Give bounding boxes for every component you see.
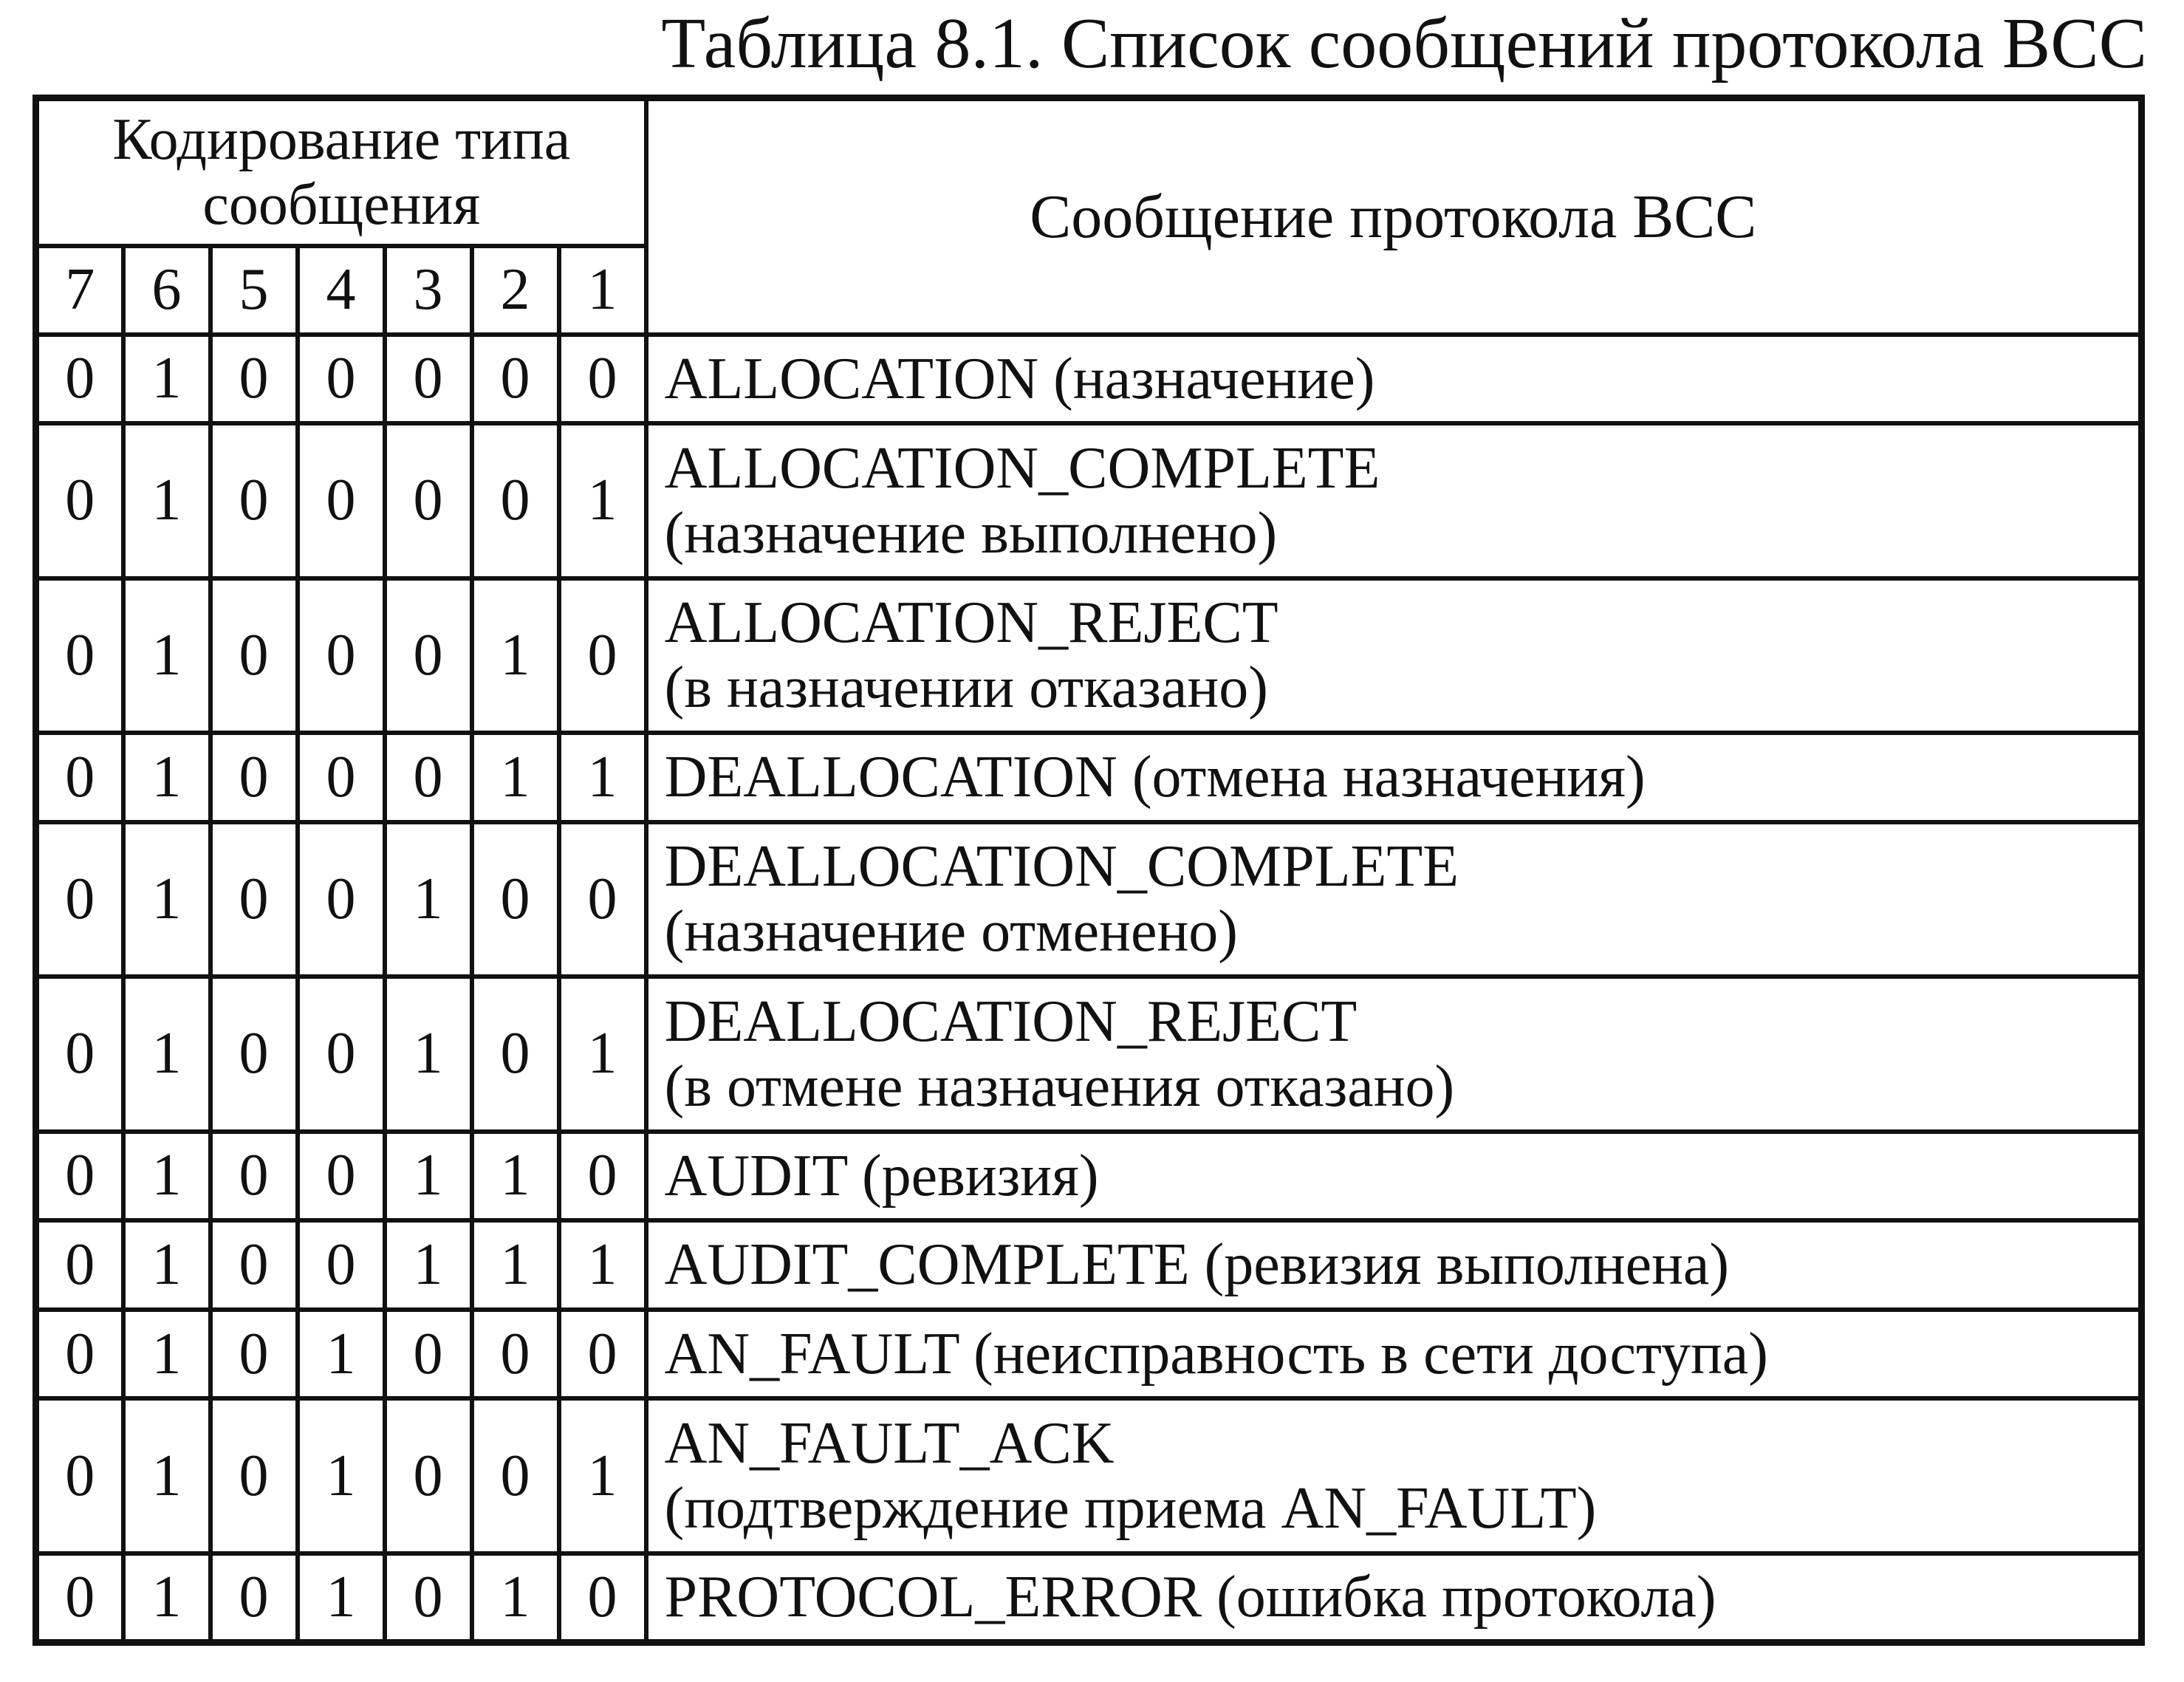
table-row: [36, 1398, 2142, 1553]
message-cell: [646, 423, 2142, 578]
bit-value-cell: 1: [559, 423, 646, 578]
bit-value-cell: 1: [123, 423, 210, 578]
bit-value-cell: 0: [210, 977, 298, 1131]
bit-value-cell: 0: [36, 1553, 123, 1643]
message-text-line: (в назначении отказано): [664, 655, 1268, 721]
bit-value-cell: 1: [559, 733, 646, 822]
bit-value-cell: 1: [123, 1310, 210, 1399]
message-text-line: DEALLOCATION_REJECT: [664, 988, 1358, 1054]
bit-value-cell: 0: [36, 1220, 123, 1310]
table-row: [36, 977, 2142, 1131]
bit-value-cell: 0: [472, 1310, 559, 1399]
bit-value-cell: 0: [559, 578, 646, 733]
bit-value-cell: 0: [36, 423, 123, 578]
bit-value-cell: 0: [559, 1132, 646, 1221]
bit-value-cell: 0: [385, 1553, 472, 1643]
bit-value-cell: 1: [123, 733, 210, 822]
message-cell: [646, 1132, 2142, 1221]
bit-value-cell: 1: [123, 335, 210, 424]
bit-value-cell: 0: [472, 977, 559, 1131]
bit-value-cell: 0: [36, 1310, 123, 1399]
bit-value-cell: 0: [210, 822, 298, 977]
message-text-line: ALLOCATION (назначение): [664, 346, 1375, 411]
bit-value-cell: 0: [36, 1132, 123, 1221]
bit-value-cell: 0: [298, 977, 385, 1131]
bit-value-cell: 1: [385, 977, 472, 1131]
message-cell: [646, 1553, 2142, 1643]
message-cell: [646, 1398, 2142, 1553]
bit-value-cell: 1: [385, 1132, 472, 1221]
message-text-line: AN_FAULT_ACK: [664, 1411, 1115, 1477]
message-text-line: ALLOCATION_REJECT: [664, 590, 1278, 656]
message-cell: [646, 733, 2142, 822]
bit-value-cell: 0: [298, 1132, 385, 1221]
bit-value-cell: 0: [210, 733, 298, 822]
message-text-line: ALLOCATION_COMPLETE: [664, 435, 1380, 501]
bit-value-cell: 0: [385, 733, 472, 822]
bit-value-cell: 1: [472, 1553, 559, 1643]
message-text-line: (назначение выполнено): [664, 500, 1278, 566]
bit-value-cell: 0: [298, 1220, 385, 1310]
message-text-line: (назначение отменено): [664, 899, 1238, 965]
bit-number: 6: [123, 246, 210, 335]
bit-number: 4: [298, 246, 385, 335]
bit-value-cell: 0: [385, 1398, 472, 1553]
bit-value-cell: 1: [123, 1398, 210, 1553]
message-text-line: AUDIT (ревизия): [664, 1143, 1099, 1208]
bit-value-cell: 1: [123, 578, 210, 733]
bit-value-cell: 0: [210, 1398, 298, 1553]
bit-value-cell: 0: [36, 578, 123, 733]
bit-value-cell: 0: [559, 1553, 646, 1643]
bit-value-cell: 0: [210, 335, 298, 424]
bit-number: 5: [210, 246, 298, 335]
bit-value-cell: 1: [385, 822, 472, 977]
message-text-line: AN_FAULT (неисправность в сети доступа): [664, 1322, 1768, 1387]
bit-value-cell: 0: [385, 1310, 472, 1399]
bit-value-cell: 0: [298, 423, 385, 578]
table-row: [36, 578, 2142, 733]
bit-value-cell: 1: [298, 1553, 385, 1643]
bit-value-cell: 0: [298, 335, 385, 424]
message-cell: [646, 977, 2142, 1131]
bit-value-cell: 1: [472, 1220, 559, 1310]
bit-value-cell: 0: [210, 423, 298, 578]
bit-number: 3: [385, 246, 472, 335]
bit-value-cell: 0: [36, 733, 123, 822]
message-cell: [646, 578, 2142, 733]
table-caption: Таблица 8.1. Список сообщений протокола ВСС: [661, 4, 2147, 83]
bit-number: 2: [472, 246, 559, 335]
table-row: [36, 1132, 2142, 1221]
message-cell: [646, 335, 2142, 424]
bit-value-cell: 0: [472, 822, 559, 977]
bit-value-cell: 1: [559, 1220, 646, 1310]
message-text-line: DEALLOCATION_COMPLETE: [664, 834, 1459, 900]
bit-value-cell: 1: [298, 1398, 385, 1553]
bit-value-cell: 1: [472, 578, 559, 733]
table-row: [36, 1310, 2142, 1399]
bit-value-cell: 0: [472, 1398, 559, 1553]
bit-value-cell: 1: [559, 977, 646, 1131]
message-cell: [646, 822, 2142, 977]
bit-value-cell: 1: [385, 1220, 472, 1310]
message-text-line: DEALLOCATION (отмена назначения): [664, 745, 1646, 810]
bit-value-cell: 0: [210, 1553, 298, 1643]
bit-number: 1: [559, 246, 646, 335]
bit-value-cell: 1: [123, 822, 210, 977]
bit-value-cell: 0: [36, 977, 123, 1131]
bit-value-cell: 0: [36, 335, 123, 424]
bit-value-cell: 1: [123, 977, 210, 1131]
message-text-line: AUDIT_COMPLETE (ревизия выполнена): [664, 1232, 1730, 1298]
bit-value-cell: 0: [210, 1220, 298, 1310]
bit-value-cell: 1: [472, 1132, 559, 1221]
bit-value-cell: 1: [472, 733, 559, 822]
bit-value-cell: 0: [385, 578, 472, 733]
message-text-line: (подтверждение приема AN_FAULT): [664, 1476, 1597, 1542]
bit-value-cell: 1: [123, 1132, 210, 1221]
message-type-coding-header: Кодирование типа сообщения: [36, 98, 646, 246]
bit-value-cell: 0: [210, 1310, 298, 1399]
bit-value-cell: 0: [472, 423, 559, 578]
bit-value-cell: 0: [472, 335, 559, 424]
bit-value-cell: 0: [298, 822, 385, 977]
message-text-line: (в отмене назначения отказано): [664, 1053, 1455, 1119]
message-cell: [646, 1310, 2142, 1399]
table-row: [36, 335, 2142, 424]
bit-value-cell: 0: [36, 1398, 123, 1553]
bit-value-cell: 0: [298, 733, 385, 822]
bit-value-cell: 0: [385, 423, 472, 578]
bit-value-cell: 0: [559, 335, 646, 424]
bit-value-cell: 1: [559, 1398, 646, 1553]
table-row: [36, 733, 2142, 822]
bit-value-cell: 1: [123, 1220, 210, 1310]
bit-value-cell: 0: [36, 822, 123, 977]
table-row: [36, 1553, 2142, 1643]
bit-value-cell: 0: [298, 578, 385, 733]
bcc-message-table: [32, 95, 2145, 1646]
bit-value-cell: 1: [298, 1310, 385, 1399]
table-row: [36, 1220, 2142, 1310]
table-row: [36, 423, 2142, 578]
bit-value-cell: 0: [210, 1132, 298, 1221]
message-cell: [646, 1220, 2142, 1310]
message-text-line: PROTOCOL_ERROR (ошибка протокола): [664, 1565, 1716, 1630]
bit-number: 7: [36, 246, 123, 335]
bit-value-cell: 0: [385, 335, 472, 424]
message-column-header: Сообщение протокола ВСС: [646, 98, 2142, 335]
table-row: [36, 822, 2142, 977]
bit-value-cell: 0: [210, 578, 298, 733]
bit-value-cell: 0: [559, 822, 646, 977]
bit-value-cell: 1: [123, 1553, 210, 1643]
bit-value-cell: 0: [559, 1310, 646, 1399]
